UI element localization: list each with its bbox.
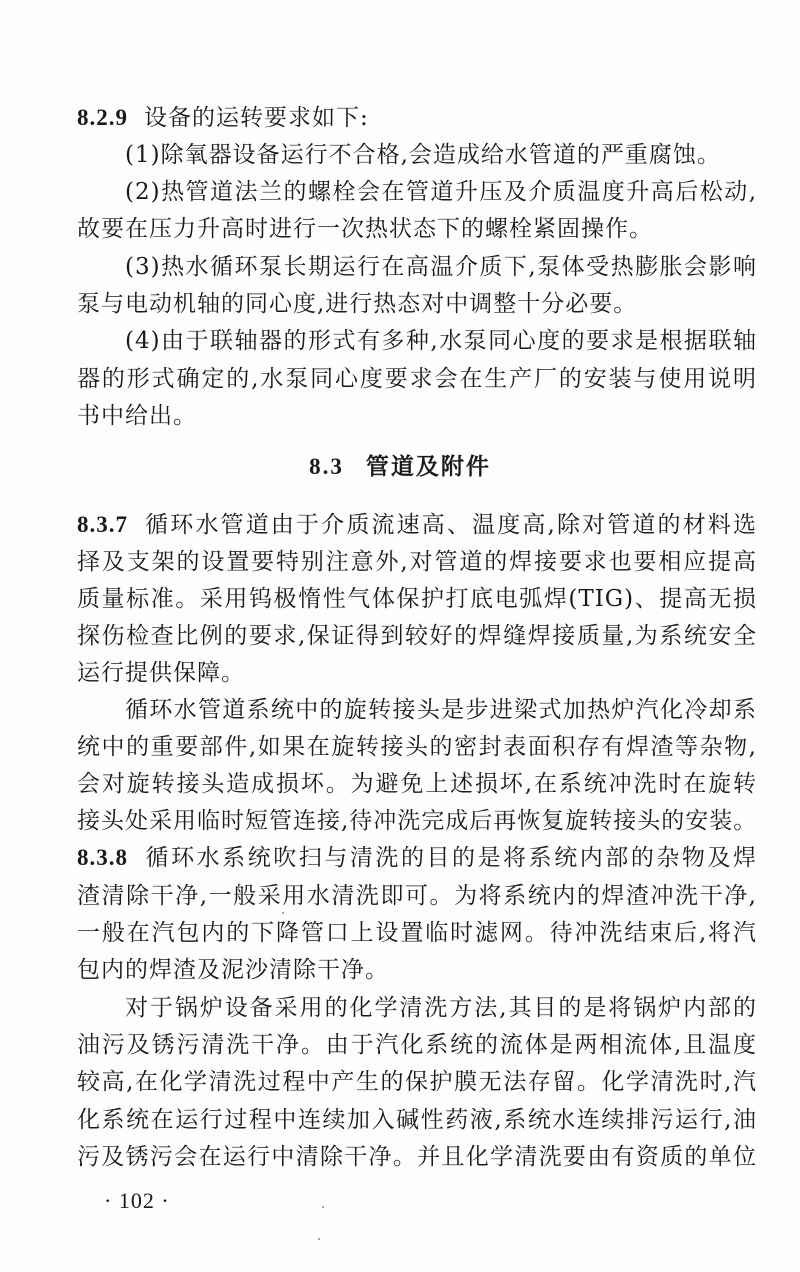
text-line: 对于锅炉设备采用的化学清洗方法,其目的是将锅炉内部的 [125, 995, 757, 1021]
text-line: (2)热管道法兰的螺栓会在管道升压及介质温度升高后松动, [125, 179, 757, 205]
clause-8-3-7-heading-line [77, 510, 757, 540]
section-title: 管道及附件 [365, 453, 491, 480]
page-number: · 102 · [104, 1188, 170, 1213]
clause-text: 循环水系统吹扫与清洗的目的是将系统内部的杂物及焊 [144, 845, 757, 871]
text-line: 油污及锈污清洗干净。由于汽化系统的流体是两相流体,且温度 [77, 1032, 757, 1058]
text-line: 质量标准。采用钨极惰性气体保护打底电弧焊(TIG)、提高无损 [77, 586, 757, 612]
text-line: 包内的焊渣及泥沙清除干净。 [77, 957, 389, 983]
section-number: 8.3 [309, 454, 344, 479]
clause-8-2-9-heading-line [77, 103, 757, 133]
text-line: 会对旋转接头造成损坏。为避免上述损坏,在系统冲洗时在旋转 [77, 771, 757, 797]
text-line: 渣清除干净,一般采用水清洗即可。为将系统内的焊渣冲洗干净, [77, 883, 757, 909]
text-line: (3)热水循环泵长期运行在高温介质下,泵体受热膨胀会影响 [125, 254, 757, 280]
clause-text: 循环水管道由于介质流速高、温度高,除对管道的材料选 [144, 512, 757, 538]
text-line: 择及支架的设置要特别注意外,对管道的焊接要求也要相应提高 [77, 549, 757, 575]
section-heading [0, 452, 800, 482]
text-line: 较高,在化学清洗过程中产生的保护膜无法存留。化学清洗时,汽 [77, 1069, 757, 1095]
text-line: 探伤检查比例的要求,保证得到较好的焊缝焊接质量,为系统安全 [77, 623, 757, 649]
scan-speck [318, 1238, 320, 1240]
text-line: 运行提供保障。 [77, 660, 245, 686]
clause-number: 8.3.7 [77, 512, 128, 537]
scan-speck [322, 1206, 324, 1208]
scan-speck [282, 912, 284, 914]
clause-8-3-8-heading-line [77, 843, 757, 873]
text-line: 故要在压力升高时进行一次热状态下的螺栓紧固操作。 [77, 216, 653, 242]
text-line: 污及锈污会在运行中清除干净。并且化学清洗要由有资质的单位 [77, 1144, 757, 1170]
clause-number: 8.3.8 [77, 845, 128, 870]
text-line: 化系统在运行过程中连续加入碱性药液,系统水连续排污运行,油 [77, 1107, 757, 1133]
text-line: (4)由于联轴器的形式有多种,水泵同心度的要求是根据联轴 [125, 328, 757, 354]
text-line: 书中给出。 [77, 403, 197, 429]
text-line: 器的形式确定的,水泵同心度要求会在生产厂的安装与使用说明 [77, 366, 757, 392]
text-line: 循环水管道系统中的旋转接头是步进梁式加热炉汽化冷却系 [125, 697, 757, 723]
text-line: 统中的重要部件,如果在旋转接头的密封表面积存有焊渣等杂物, [77, 734, 757, 760]
clause-text: 设备的运转要求如下: [144, 105, 369, 131]
text-line: 接头处采用临时短管连接,待冲洗完成后再恢复旋转接头的安装。 [77, 808, 758, 834]
text-line: 泵与电动机轴的同心度,进行热态对中调整十分必要。 [77, 291, 638, 317]
clause-number: 8.2.9 [77, 105, 128, 130]
text-line: (1)除氧器设备运行不合格,会造成给水管道的严重腐蚀。 [125, 142, 721, 168]
text-line: 一般在汽包内的下降管口上设置临时滤网。待冲洗结束后,将汽 [77, 920, 757, 946]
